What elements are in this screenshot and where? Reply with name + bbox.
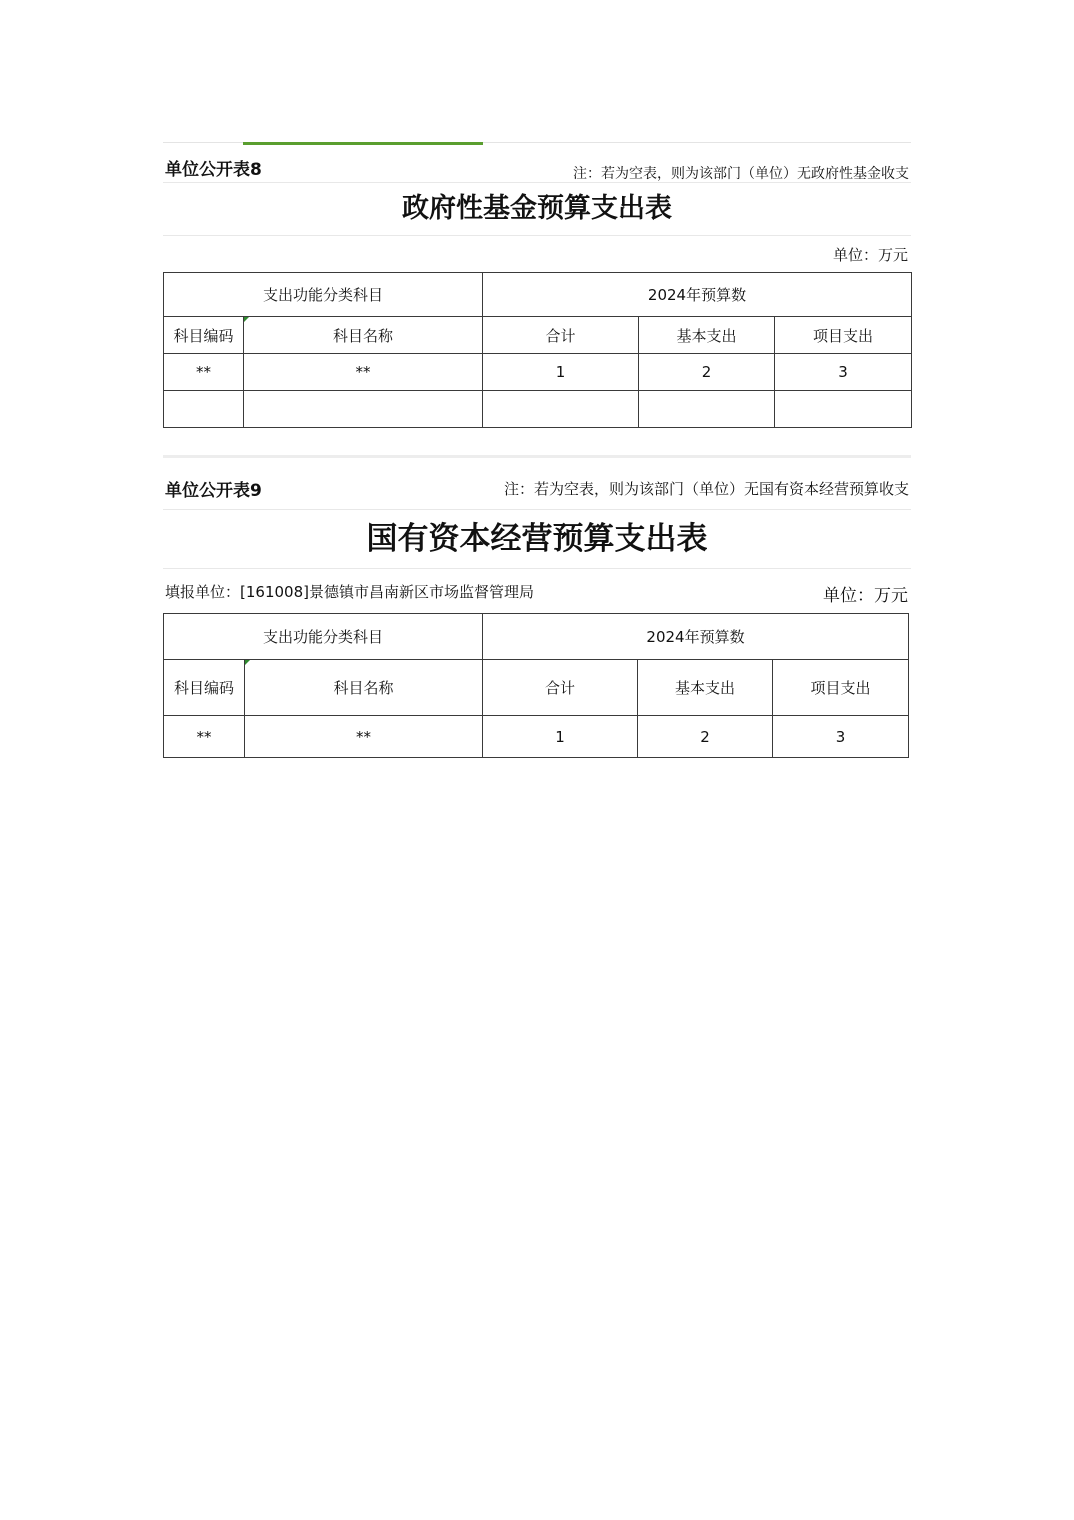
table8-col-project: 项目支出: [775, 317, 912, 354]
table9-title: 国有资本经营预算支出表: [163, 509, 911, 569]
cell-comment-marker: [245, 660, 250, 665]
table8-col-name: 科目名称: [244, 317, 483, 354]
table8-title: 政府性基金预算支出表: [163, 182, 911, 236]
table9-index-cell: **: [164, 716, 245, 758]
table8-col-code: 科目编码: [164, 317, 244, 354]
table8-index-cell: 3: [775, 354, 912, 391]
table8-empty-cell: [244, 391, 483, 428]
table-row: [164, 354, 912, 391]
table8-index-cell: **: [244, 354, 483, 391]
table9-section: [163, 455, 911, 758]
table9-group-header: [164, 614, 909, 660]
table9-col-name: 科目名称: [245, 660, 483, 716]
table9-index-cell: 3: [773, 716, 909, 758]
table8-col-total: 合计: [483, 317, 639, 354]
table8-section: [163, 142, 911, 428]
table9-note: 注：若为空表，则为该部门（单位）无国有资本经营预算收支: [503, 480, 909, 498]
table9-col-project: 项目支出: [773, 660, 909, 716]
table8-index-cell: **: [164, 354, 244, 391]
table9-unit-row: [163, 569, 911, 613]
table-row: [164, 391, 912, 428]
table8-empty-cell: [164, 391, 244, 428]
selection-indicator: [243, 142, 483, 145]
table9-unit: 单位：万元: [823, 586, 908, 606]
table9-group-left: 支出功能分类科目: [164, 614, 483, 660]
table8-col-basic: 基本支出: [639, 317, 775, 354]
table9-filler-unit: 填报单位：[161008]景德镇市昌南新区市场监督管理局: [165, 583, 534, 601]
table8-column-header: [164, 317, 912, 354]
table8-empty-cell: [483, 391, 639, 428]
table8-header-row: [163, 142, 911, 182]
table9-tag: 单位公开表9: [165, 481, 262, 501]
table8-group-left: 支出功能分类科目: [164, 273, 483, 317]
table9-column-header: [164, 660, 909, 716]
table8-note: 注：若为空表，则为该部门（单位）无政府性基金收支: [573, 166, 909, 182]
table9-index-cell: **: [245, 716, 483, 758]
table9-index-cell: 1: [483, 716, 638, 758]
table8-unit-row: [163, 236, 911, 272]
table8-group-header: [164, 273, 912, 317]
table8-grid: [163, 272, 912, 428]
table8-empty-cell: [775, 391, 912, 428]
table9-group-right: 2024年预算数: [483, 614, 909, 660]
table9-grid: [163, 613, 909, 758]
table9-col-code: 科目编码: [164, 660, 245, 716]
table9-col-total: 合计: [483, 660, 638, 716]
table9-col-basic: 基本支出: [638, 660, 773, 716]
table8-index-cell: 2: [639, 354, 775, 391]
table9-header-row: [163, 455, 911, 509]
table8-unit: 单位：万元: [832, 246, 908, 264]
table8-group-right: 2024年预算数: [483, 273, 912, 317]
table8-tag: 单位公开表8: [165, 160, 262, 180]
table9-index-cell: 2: [638, 716, 773, 758]
table8-empty-cell: [639, 391, 775, 428]
table-row: [164, 716, 909, 758]
cell-comment-marker: [244, 317, 249, 322]
table8-index-cell: 1: [483, 354, 639, 391]
